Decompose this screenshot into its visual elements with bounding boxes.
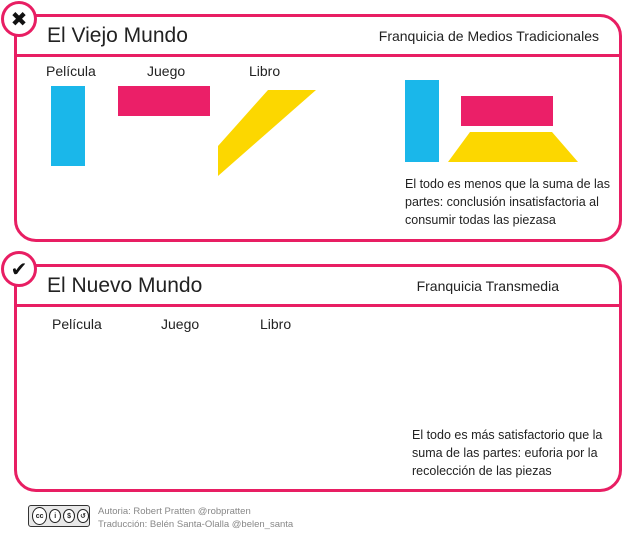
new-world-subtitle: Franquicia Transmedia — [416, 278, 559, 294]
footer-author: Autoria: Robert Pratten @robpratten — [98, 506, 251, 517]
old-combined-game — [461, 96, 553, 126]
old-world-caption: El todo es menos que la suma de las partes: conclusión insatisfactoria al consumir todas las piezasa — [405, 177, 610, 227]
new-film-label: Película — [52, 316, 102, 332]
check-icon: ✔ — [1, 251, 37, 287]
old-book-piece — [218, 90, 316, 176]
old-world-title: El Viejo Mundo — [47, 24, 188, 47]
old-book-label: Libro — [249, 63, 281, 79]
old-combined-film — [405, 80, 439, 162]
old-combined-book — [448, 132, 578, 162]
new-world-title-bar — [17, 267, 619, 307]
old-game-label: Juego — [147, 63, 186, 79]
old-game-piece — [118, 86, 210, 116]
old-world-subtitle: Franquicia de Medios Tradicionales — [378, 28, 599, 44]
old-film-piece — [51, 86, 85, 166]
old-film-label: Película — [46, 63, 96, 79]
footer-translation: Traducción: Belén Santa-Olalla @belen_santa — [98, 519, 294, 530]
new-book-label: Libro — [260, 316, 292, 332]
new-world-title: El Nuevo Mundo — [47, 274, 203, 297]
new-game-label: Juego — [161, 316, 200, 332]
new-world-caption: El todo es más satisfactorio que la suma de las partes: euforia por la recolección de las piezas — [412, 428, 603, 478]
cross-icon: ✖ — [1, 1, 37, 37]
cc-by-nc-sa-icon: cc i $ ↺ — [28, 505, 90, 527]
